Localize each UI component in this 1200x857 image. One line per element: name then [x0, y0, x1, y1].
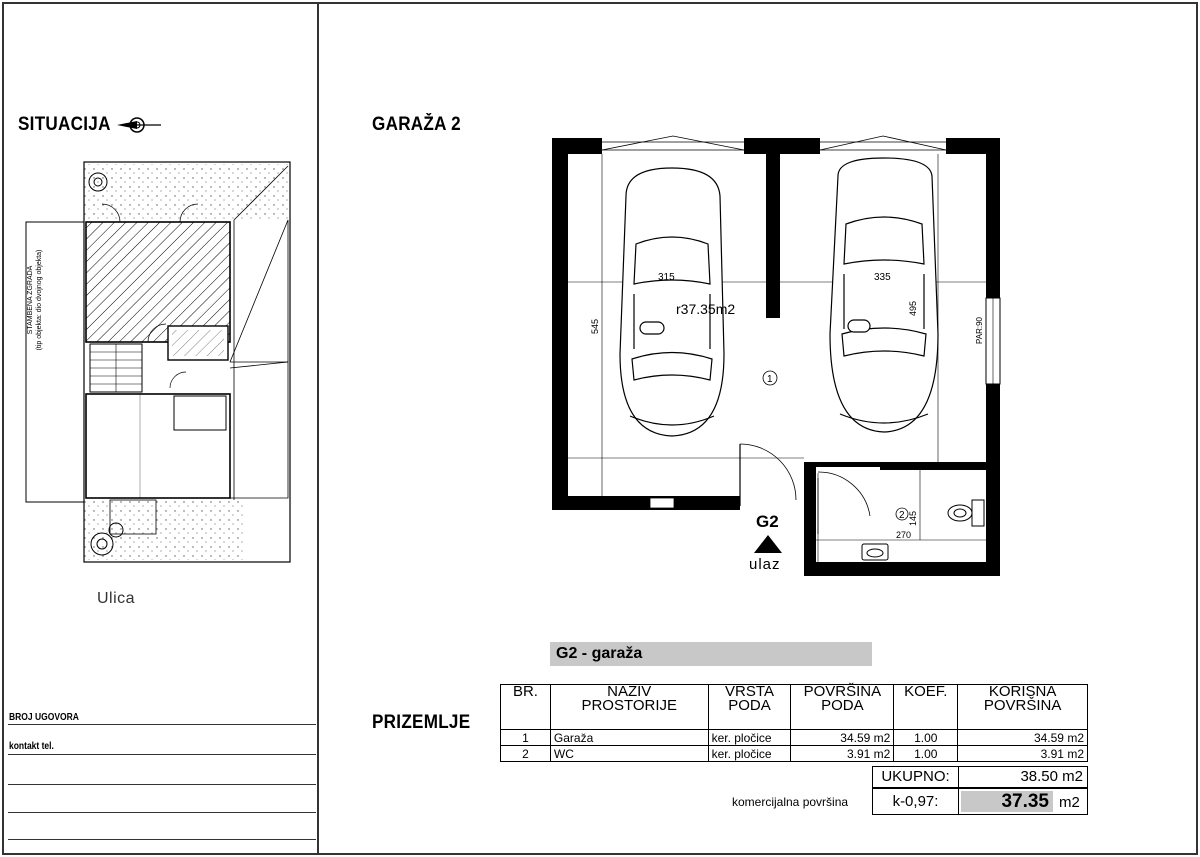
header-no: BR.: [501, 685, 551, 730]
dim-height-1: 545: [590, 318, 600, 334]
header-name: [550, 685, 708, 730]
header-useful: [958, 685, 1088, 730]
table-row: [501, 730, 1088, 746]
dim-width-1: 315: [658, 272, 675, 283]
floor-label: PRIZEMLJE: [372, 712, 471, 733]
row-useful-unit: m2: [1067, 730, 1084, 745]
row-area-unit: m2: [873, 746, 891, 761]
commercial-value-box: [958, 788, 1088, 815]
table-row: [501, 746, 1088, 762]
commercial-coef: k-0,97:: [892, 793, 939, 810]
rooms-table: [500, 684, 1088, 762]
row-useful: [958, 746, 1088, 762]
header-name-1: NAZIV: [607, 683, 652, 700]
row-coef: 1.00: [894, 746, 958, 762]
row-name: WC: [550, 746, 708, 762]
row-area: [791, 746, 894, 762]
dim-height-2: 495: [908, 300, 918, 316]
building-label-sub: (tip objekta: dio dvojnog objekta): [36, 249, 43, 351]
row-useful: [958, 730, 1088, 746]
row-coef: 1.00: [894, 730, 958, 746]
building-label-main: STAMBENA ZGRADA: [27, 265, 34, 335]
header-floor: [708, 685, 791, 730]
row-area-value: 3.91: [846, 746, 871, 761]
row-useful-unit: m2: [1067, 746, 1084, 761]
room-1-number: 1: [767, 374, 773, 385]
situation-title: SITUACIJA: [18, 114, 111, 135]
contact-label: kontakt tel.: [9, 741, 54, 752]
row-name: Garaža: [550, 730, 708, 746]
contract-line-4: [8, 812, 316, 813]
door-dimension: PAR:90: [975, 317, 984, 344]
table-title: G2 - garaža: [550, 642, 872, 666]
header-area: [791, 685, 894, 730]
header-useful-2: POVRŠINA: [983, 697, 1062, 714]
commercial-coef-box: [872, 788, 959, 815]
header-floor-2: PODA: [728, 697, 771, 714]
room-2-number: 2: [899, 510, 905, 521]
row-floor: ker. pločice: [708, 746, 791, 762]
header-area-1: POVRŠINA: [803, 683, 882, 700]
row-no: 2: [501, 746, 551, 762]
contract-line-2: [8, 754, 316, 755]
table-header-row: [501, 685, 1088, 730]
dim-width-2: 335: [874, 272, 891, 283]
garage-title: GARAŽA 2: [372, 114, 461, 135]
garage-area-label: r37.35m2: [676, 301, 736, 317]
total-label: UKUPNO:: [881, 768, 950, 785]
commercial-value: 37.35: [961, 791, 1053, 812]
total-value: 38.50 m2: [1020, 768, 1083, 785]
header-floor-1: VRSTA: [725, 683, 774, 700]
contract-line-5: [8, 839, 316, 840]
total-label-box: [872, 766, 959, 788]
street-label: Ulica: [97, 590, 136, 607]
site-plan: [20, 158, 295, 568]
building-label: [26, 230, 44, 370]
entrance-label: ulaz: [749, 556, 781, 573]
garage-code: G2: [756, 512, 779, 531]
contract-line-3: [8, 784, 316, 785]
row-no: 1: [501, 730, 551, 746]
total-value-box: [958, 766, 1088, 788]
entrance-arrow-icon: [752, 534, 784, 554]
contract-line-1: [8, 724, 316, 725]
row-area: [791, 730, 894, 746]
wc-width-dim: 270: [896, 530, 912, 540]
header-name-2: PROSTORIJE: [581, 697, 678, 714]
north-arrow-icon: [115, 113, 163, 137]
commercial-label: komercijalna površina: [732, 795, 849, 809]
header-coef: KOEF.: [894, 685, 958, 730]
row-useful-value: 3.91: [1040, 746, 1064, 761]
row-area-unit: m2: [873, 730, 891, 745]
header-useful-1: KORISNA: [988, 683, 1057, 700]
contract-number-label: BROJ UGOVORA: [9, 712, 79, 723]
header-area-2: PODA: [821, 697, 864, 714]
row-useful-value: 34.59: [1033, 730, 1064, 745]
wc-height-dim: 145: [908, 510, 918, 526]
row-area-value: 34.59: [840, 730, 871, 745]
commercial-unit: m2: [1059, 794, 1080, 811]
row-floor: ker. pločice: [708, 730, 791, 746]
